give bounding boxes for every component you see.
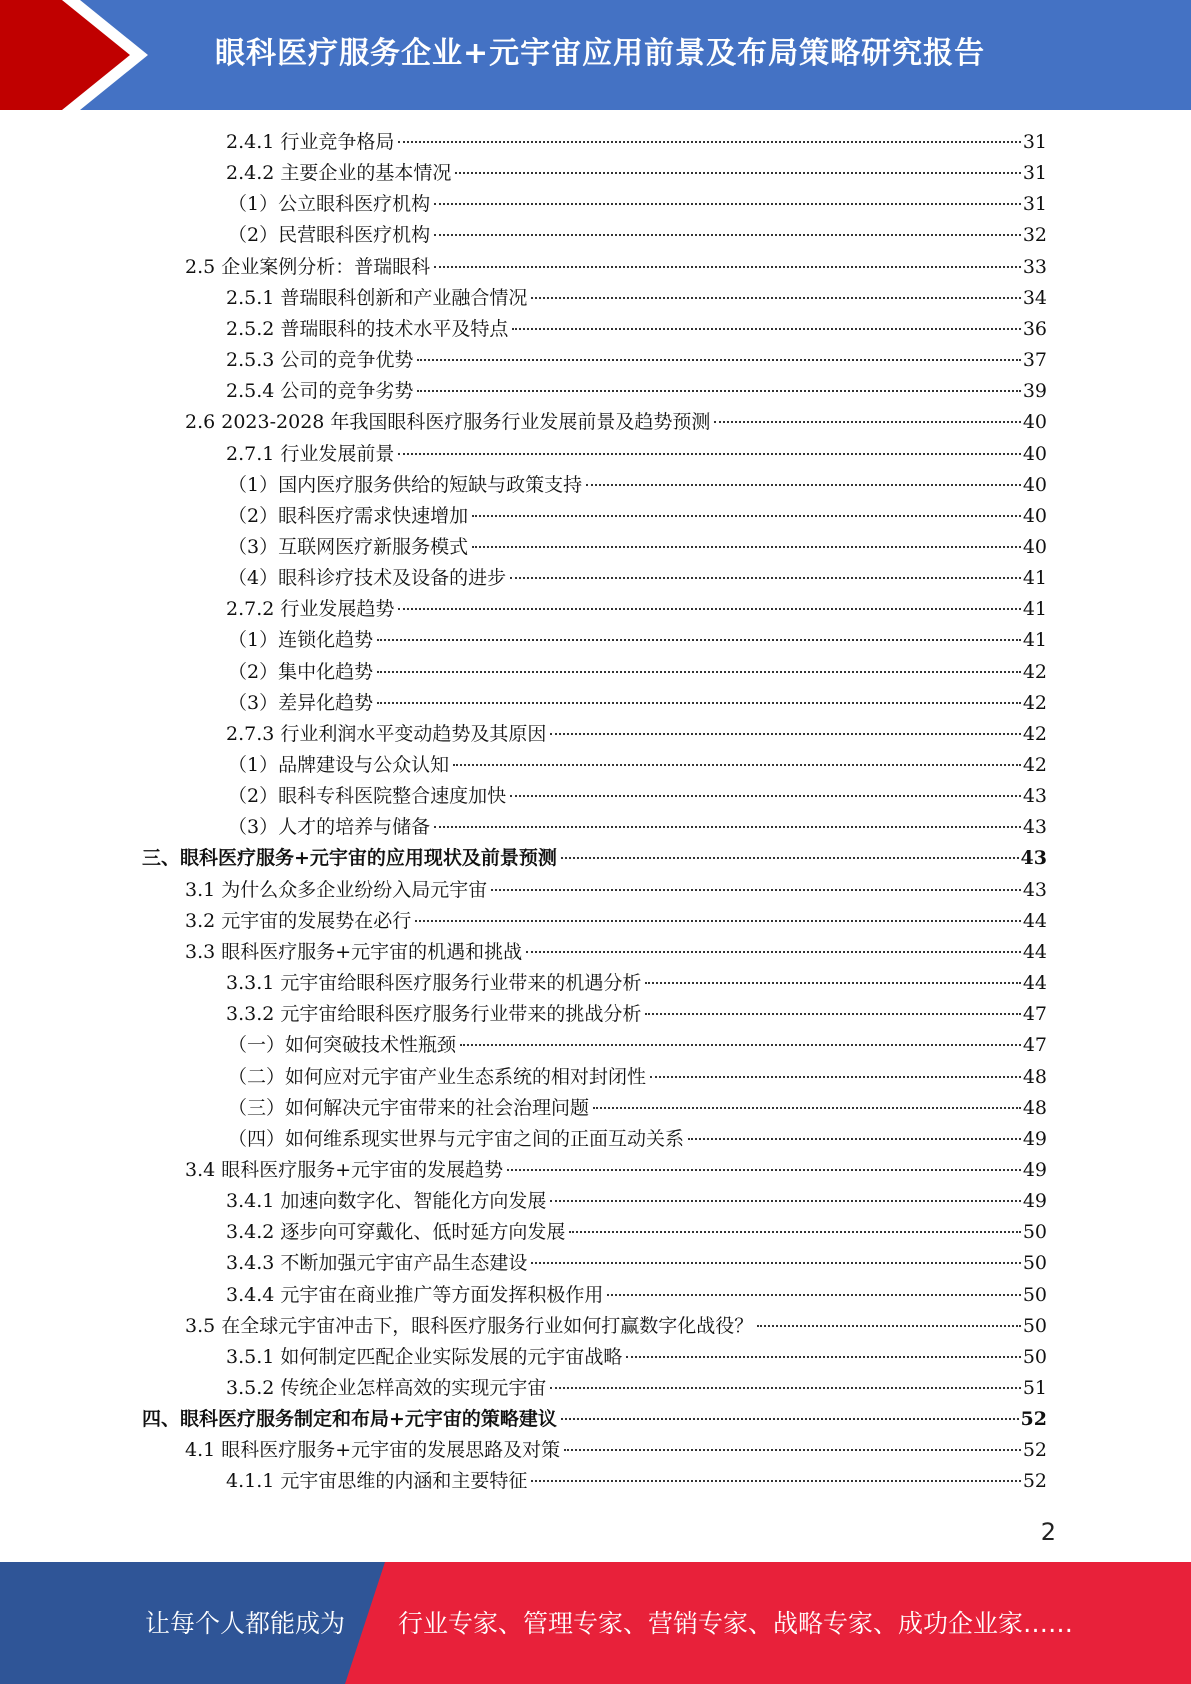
toc-dot-leader [377, 638, 1021, 641]
toc-entry-page: 42 [1022, 754, 1047, 776]
toc-entry[interactable] [226, 1217, 1047, 1247]
toc-entry-title: 3.2 元宇宙的发展势在必行 [185, 909, 412, 932]
toc-entry-title: （3）互联网医疗新服务模式 [228, 535, 469, 558]
footer-slogan: 让每个人都能成为 [145, 1609, 346, 1638]
toc-entry-title: 3.4.1 加速向数字化、智能化方向发展 [226, 1190, 547, 1213]
toc-entry-page: 43 [1020, 847, 1047, 870]
toc-dot-leader [398, 140, 1020, 143]
toc-entry-title: （2）民营眼科医疗机构 [228, 224, 431, 247]
toc-entry-page: 33 [1022, 255, 1047, 278]
toc-entry[interactable] [228, 1030, 1047, 1060]
toc-entry-title: 2.7.3 行业利润水平变动趋势及其原因 [226, 722, 547, 745]
toc-dot-leader [417, 389, 1020, 392]
toc-entry-page: 31 [1022, 193, 1047, 216]
footer-roles: 行业专家、管理专家、营销专家、战略专家、成功企业家…… [398, 1609, 1074, 1638]
toc-dot-leader [491, 888, 1021, 891]
toc-entry-page: 42 [1022, 691, 1047, 714]
toc-entry-page: 44 [1022, 940, 1047, 963]
toc-entry[interactable] [228, 532, 1047, 562]
toc-entry-title: 三、眼科医疗服务+元宇宙的应用现状及前景预测 [142, 847, 557, 870]
toc-dot-leader [607, 1293, 1020, 1296]
toc-dot-leader [645, 1012, 1020, 1015]
toc-entry[interactable] [228, 563, 1047, 593]
toc-entry[interactable] [228, 1062, 1047, 1092]
toc-dot-leader [593, 1106, 1021, 1109]
toc-dot-leader [531, 1261, 1020, 1264]
toc-dot-leader [434, 265, 1021, 268]
toc-entry-page: 42 [1022, 722, 1047, 745]
toc-dot-leader [531, 1479, 1020, 1482]
toc-entry-page: 52 [1020, 1408, 1047, 1431]
toc-dot-leader [377, 670, 1021, 673]
toc-dot-leader [472, 514, 1021, 517]
toc-entry-page: 47 [1022, 1034, 1047, 1057]
toc-entry-page: 43 [1022, 785, 1047, 808]
toc-entry-title: 4.1.1 元宇宙思维的内涵和主要特征 [226, 1470, 528, 1493]
toc-entry-title: （4）眼科诊疗技术及设备的进步 [228, 567, 507, 590]
toc-entry[interactable] [226, 719, 1047, 749]
toc-entry-page: 48 [1022, 1096, 1047, 1119]
toc-entry-page: 49 [1022, 1158, 1047, 1181]
toc-dot-leader [645, 981, 1020, 984]
toc-entry-title: 3.5.1 如何制定匹配企业实际发展的元宇宙战略 [226, 1345, 623, 1368]
toc-entry-page: 50 [1022, 1314, 1047, 1337]
toc-dot-leader [472, 545, 1021, 548]
toc-entry-title: 3.1 为什么众多企业纷纷入局元宇宙 [185, 878, 488, 901]
toc-entry[interactable] [228, 688, 1047, 718]
toc-entry[interactable] [228, 1124, 1047, 1154]
toc-dot-leader [757, 1324, 1021, 1327]
toc-entry[interactable] [142, 843, 1047, 873]
toc-entry-title: 2.4.2 主要企业的基本情况 [226, 162, 452, 185]
toc-entry-title: （一）如何突破技术性瓶颈 [228, 1034, 457, 1057]
toc-entry-page: 31 [1022, 131, 1047, 153]
toc-entry-title: 3.4.3 不断加强元宇宙产品生态建设 [226, 1252, 528, 1275]
toc-entry[interactable] [226, 1342, 1047, 1372]
toc-entry-page: 44 [1022, 972, 1047, 995]
toc-entry-title: （2）集中化趋势 [228, 660, 374, 683]
toc-dot-leader [550, 1386, 1020, 1389]
toc-entry-title: （2）眼科医疗需求快速增加 [228, 504, 469, 527]
toc-entry-title: （1）公立眼科医疗机构 [228, 193, 431, 216]
toc-entry-page: 32 [1022, 224, 1047, 247]
toc-entry[interactable] [185, 875, 1047, 905]
toc-dot-leader [417, 358, 1020, 361]
toc-entry[interactable] [185, 1311, 1047, 1341]
toc-entry-page: 44 [1022, 909, 1047, 932]
toc-entry[interactable] [185, 937, 1047, 967]
toc-entry-page: 50 [1022, 1221, 1047, 1244]
page-header [0, 0, 1191, 110]
toc-entry-page: 41 [1022, 598, 1047, 621]
toc-entry-title: （四）如何维系现实世界与元宇宙之间的正面互动关系 [228, 1127, 685, 1150]
toc-entry-title: 3.5 在全球元宇宙冲击下，眼科医疗服务行业如何打赢数字化战役？ [185, 1314, 754, 1337]
toc-dot-leader [507, 1168, 1021, 1171]
page-number: 2 [1040, 1518, 1056, 1546]
toc-entry[interactable] [185, 1435, 1047, 1465]
toc-dot-leader [415, 919, 1021, 922]
toc-dot-leader [398, 607, 1020, 610]
toc-dot-leader [550, 1199, 1020, 1202]
toc-entry-page: 42 [1022, 660, 1047, 683]
toc-entry[interactable] [226, 1248, 1047, 1278]
toc-dot-leader [569, 1230, 1020, 1233]
toc-entry-page: 49 [1022, 1190, 1047, 1213]
toc-entry[interactable] [226, 376, 1047, 406]
toc-dot-leader [688, 1137, 1021, 1140]
toc-entry-title: 3.3 眼科医疗服务+元宇宙的机遇和挑战 [185, 940, 523, 963]
toc-entry-title: 2.4.1 行业竞争格局 [226, 131, 395, 153]
toc-dot-leader [586, 483, 1021, 486]
toc-entry-title: 2.5.2 普瑞眼科的技术水平及特点 [226, 317, 509, 340]
toc-entry-page: 40 [1022, 473, 1047, 496]
toc-entry[interactable] [228, 781, 1047, 811]
toc-entry-page: 43 [1022, 878, 1047, 901]
toc-entry-title: 2.5 企业案例分析：普瑞眼科 [185, 255, 431, 278]
toc-entry[interactable] [228, 657, 1047, 687]
toc-entry-title: （2）眼科专科医院整合速度加快 [228, 785, 507, 808]
toc-dot-leader [460, 1043, 1021, 1046]
toc-entry[interactable] [226, 594, 1047, 624]
toc-entry-title: 3.3.1 元宇宙给眼科医疗服务行业带来的机遇分析 [226, 972, 642, 995]
toc-entry[interactable] [185, 906, 1047, 936]
toc-entry[interactable] [226, 314, 1047, 344]
toc-entry-page: 50 [1022, 1252, 1047, 1275]
toc-entry-title: 3.4.2 逐步向可穿戴化、低时延方向发展 [226, 1221, 566, 1244]
toc-dot-leader [434, 233, 1021, 236]
toc-entry[interactable] [226, 1186, 1047, 1216]
toc-entry-title: 3.5.2 传统企业怎样高效的实现元宇宙 [226, 1377, 547, 1399]
toc-dot-leader [434, 202, 1021, 205]
toc-dot-leader [377, 701, 1021, 704]
toc-entry[interactable] [228, 501, 1047, 531]
toc-entry-title: 3.4 眼科医疗服务+元宇宙的发展趋势 [185, 1158, 504, 1181]
toc-dot-leader [561, 856, 1019, 859]
toc-entry-title: （3）差异化趋势 [228, 691, 374, 714]
toc-dot-leader [531, 296, 1020, 299]
report-title: 眼科医疗服务企业+元宇宙应用前景及布局策略研究报告 [215, 36, 986, 71]
toc-entry[interactable] [228, 812, 1047, 842]
toc-entry[interactable] [228, 750, 1047, 780]
toc-entry-page: 41 [1022, 567, 1047, 590]
toc-entry-title: 2.5.1 普瑞眼科创新和产业融合情况 [226, 286, 528, 309]
toc-entry-page: 40 [1022, 411, 1047, 434]
toc-entry-title: 2.7.2 行业发展趋势 [226, 598, 395, 621]
page-footer [0, 1562, 1191, 1684]
toc-entry[interactable] [228, 220, 1047, 250]
toc-entry-title: 3.3.2 元宇宙给眼科医疗服务行业带来的挑战分析 [226, 1003, 642, 1026]
toc-dot-leader [512, 327, 1020, 330]
toc-entry[interactable] [226, 345, 1047, 375]
toc-dot-leader [455, 171, 1020, 174]
toc-entry[interactable] [226, 1466, 1047, 1496]
toc-dot-leader [561, 1417, 1019, 1420]
toc-entry-page: 47 [1022, 1003, 1047, 1026]
toc-entry-page: 48 [1022, 1065, 1047, 1088]
toc-dot-leader [550, 732, 1020, 735]
toc-entry-page: 34 [1022, 286, 1047, 309]
toc-dot-leader [510, 576, 1021, 579]
toc-entry-title: （1）品牌建设与公众认知 [228, 754, 450, 776]
toc-entry-page: 51 [1022, 1377, 1047, 1399]
toc-entry-page: 40 [1022, 442, 1047, 465]
toc-entry-page: 50 [1022, 1345, 1047, 1368]
toc-dot-leader [626, 1355, 1020, 1358]
toc-entry[interactable] [226, 1373, 1047, 1403]
toc-dot-leader [453, 763, 1021, 766]
toc-entry-title: 2.6 2023-2028 年我国眼科医疗服务行业发展前景及趋势预测 [185, 411, 711, 434]
toc-entry-title: （3）人才的培养与储备 [228, 816, 431, 839]
toc-entry-title: 四、眼科医疗服务制定和布局+元宇宙的策略建议 [142, 1408, 557, 1431]
toc-entry[interactable] [228, 1093, 1047, 1123]
toc-entry-title: 2.5.3 公司的竞争优势 [226, 349, 414, 372]
toc-entry-page: 52 [1022, 1470, 1047, 1493]
toc-entry-page: 31 [1022, 162, 1047, 185]
toc-entry-page: 50 [1022, 1283, 1047, 1306]
toc-dot-leader [434, 825, 1021, 828]
toc-entry[interactable] [226, 158, 1047, 188]
toc-entry-title: （三）如何解决元宇宙带来的社会治理问题 [228, 1096, 590, 1119]
toc-entry-page: 36 [1022, 317, 1047, 340]
toc-dot-leader [398, 452, 1020, 455]
toc-entry-page: 41 [1022, 629, 1047, 652]
toc-entry-title: （1）国内医疗服务供给的短缺与政策支持 [228, 473, 583, 496]
toc-entry[interactable] [185, 407, 1047, 437]
toc-entry-page: 40 [1022, 504, 1047, 527]
toc-entry-title: 4.1 眼科医疗服务+元宇宙的发展思路及对策 [185, 1439, 561, 1462]
toc-dot-leader [564, 1448, 1021, 1451]
toc-entry-title: 2.5.4 公司的竞争劣势 [226, 380, 414, 403]
toc-entry[interactable] [185, 252, 1047, 282]
toc-entry[interactable] [226, 999, 1047, 1029]
toc-entry[interactable] [226, 1280, 1047, 1310]
toc-dot-leader [526, 950, 1021, 953]
toc-entry[interactable] [185, 1155, 1047, 1185]
toc-entry-title: （1）连锁化趋势 [228, 629, 374, 652]
toc-entry[interactable] [226, 127, 1047, 157]
toc-entry[interactable] [226, 968, 1047, 998]
toc-entry[interactable] [228, 625, 1047, 655]
toc-entry[interactable] [142, 1404, 1047, 1434]
toc-entry-title: 3.4.4 元宇宙在商业推广等方面发挥积极作用 [226, 1283, 604, 1306]
toc-entry-page: 43 [1022, 816, 1047, 839]
toc-dot-leader [650, 1075, 1021, 1078]
toc-entry-page: 40 [1022, 535, 1047, 558]
toc-dot-leader [714, 420, 1020, 423]
toc-entry-page: 37 [1022, 349, 1047, 372]
toc-entry-page: 39 [1022, 380, 1047, 403]
toc-entry-page: 52 [1022, 1439, 1047, 1462]
toc-entry[interactable] [228, 189, 1047, 219]
toc-entry[interactable] [226, 439, 1047, 469]
toc-entry-title: （二）如何应对元宇宙产业生态系统的相对封闭性 [228, 1065, 647, 1088]
toc-entry[interactable] [228, 470, 1047, 500]
toc-entry-title: 2.7.1 行业发展前景 [226, 442, 395, 465]
toc-dot-leader [510, 794, 1021, 797]
toc-entry[interactable] [226, 283, 1047, 313]
toc-entry-page: 49 [1022, 1127, 1047, 1150]
